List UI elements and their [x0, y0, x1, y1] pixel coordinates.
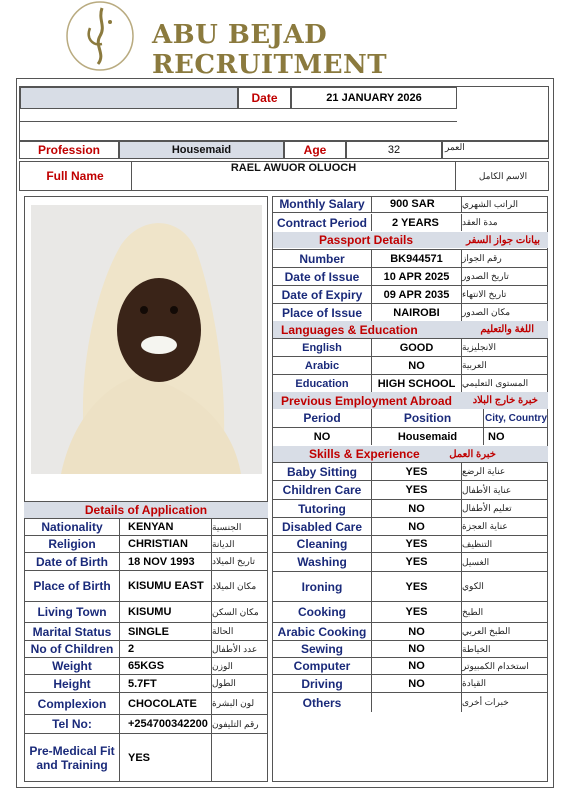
skill-label: Cooking: [273, 601, 371, 622]
arabic-ar: العربية: [461, 356, 548, 374]
detail-ar: الطول: [211, 674, 267, 692]
skill-ar: الكوي: [461, 571, 548, 601]
skill-label: Sewing: [273, 640, 371, 657]
issue-date-ar: تاريخ الصدور: [461, 267, 548, 285]
skill-label: Cleaning: [273, 535, 371, 552]
profession-label: Profession: [19, 141, 119, 159]
detail-value: 18 NOV 1993: [119, 552, 211, 570]
detail-label: Weight: [25, 657, 119, 674]
prev-employment-label: Previous Employment Abroad: [281, 393, 452, 408]
skill-ar: استخدام الكمبيوتر: [461, 657, 548, 674]
details-header: Details of Application: [24, 502, 268, 518]
detail-label: Nationality: [25, 518, 119, 535]
skills-header: [273, 446, 548, 462]
detail-label: Living Town: [25, 601, 119, 622]
detail-value: YES: [119, 733, 211, 782]
skill-ar: عناية الرضع: [461, 462, 548, 480]
detail-ar: [211, 733, 267, 782]
skill-value: [371, 692, 461, 712]
company-title: ABU BEJAD RECRUITMENT: [152, 20, 388, 80]
detail-label: Religion: [25, 535, 119, 552]
skill-value: NO: [371, 622, 461, 640]
education-value: HIGH SCHOOL: [371, 374, 461, 392]
education-ar: المستوى التعليمي: [461, 374, 548, 392]
detail-ar: الحالة: [211, 622, 267, 640]
issue-date-value: 10 APR 2025: [371, 267, 461, 285]
date-value: 21 JANUARY 2026: [291, 87, 457, 109]
skill-ar: الخياطة: [461, 640, 548, 657]
salary-label: Monthly Salary: [273, 196, 371, 213]
detail-ar: تاريخ الميلاد: [211, 552, 267, 570]
skill-label: Disabled Care: [273, 517, 371, 535]
detail-value: 65KGS: [119, 657, 211, 674]
detail-label: Marital Status: [25, 622, 119, 640]
detail-ar: لون البشرة: [211, 692, 267, 714]
skills-header-label: Skills & Experience: [309, 447, 420, 461]
contract-value: 2 YEARS: [371, 214, 461, 231]
skill-value: NO: [371, 499, 461, 517]
detail-ar: رقم التليفون: [211, 714, 267, 733]
skill-label: Washing: [273, 552, 371, 571]
expiry-label: Date of Expiry: [273, 285, 371, 303]
issue-date-label: Date of Issue: [273, 267, 371, 285]
expiry-value: 09 APR 2035: [371, 285, 461, 303]
languages-header-ar: اللغة والتعليم: [480, 324, 534, 335]
prev-col-position: Position: [371, 409, 483, 427]
age-ar: العمر: [442, 141, 549, 159]
prev-col-period: Period: [303, 411, 341, 425]
age-label: Age: [284, 141, 346, 159]
skill-ar: تعليم الأطفال: [461, 499, 548, 517]
skill-value: NO: [371, 657, 461, 674]
contract-label: Contract Period: [276, 215, 367, 230]
detail-ar: عدد الأطفال: [211, 640, 267, 657]
arabic-label: Arabic: [273, 356, 371, 374]
skill-label: Tutoring: [273, 499, 371, 517]
skill-ar: التنظيف: [461, 535, 548, 552]
skill-label: Computer: [273, 657, 371, 674]
salary-ar: الراتب الشهري: [461, 196, 548, 213]
english-value: GOOD: [371, 338, 461, 356]
detail-label: Tel No:: [25, 714, 119, 733]
languages-header-label: Languages & Education: [281, 322, 418, 337]
fullname-value: RAEL AWUOR OLUOCH: [131, 162, 456, 190]
skill-label: Children Care: [273, 480, 371, 499]
detail-ar: مكان السكن: [211, 601, 267, 622]
languages-header: [273, 321, 548, 338]
detail-value: 2: [119, 640, 211, 657]
number-label: Number: [273, 249, 371, 267]
skill-ar: الطبخ العربي: [461, 622, 548, 640]
detail-ar: الوزن: [211, 657, 267, 674]
skill-label: Baby Sitting: [273, 462, 371, 480]
detail-value: KISUMU: [119, 601, 211, 622]
skill-value: YES: [371, 462, 461, 480]
issue-place-label: Place of Issue: [273, 303, 371, 321]
skill-label: Arabic Cooking: [273, 622, 371, 640]
date-label: Date: [238, 87, 291, 109]
age-value: 32: [346, 141, 442, 159]
prev-col-country: City, Country: [483, 409, 548, 427]
skills-header-ar: خبرة العمل: [449, 448, 496, 460]
detail-label: Pre-Medical Fit and Training: [25, 733, 119, 782]
skill-value: YES: [371, 552, 461, 571]
skill-label: Driving: [273, 674, 371, 692]
passport-header: [273, 232, 548, 248]
detail-value: 5.7FT: [119, 674, 211, 692]
detail-label: Place of Birth: [25, 570, 119, 601]
skill-ar: القيادة: [461, 674, 548, 692]
skill-value: YES: [371, 601, 461, 622]
issue-place-ar: مكان الصدور: [461, 303, 548, 321]
detail-value: SINGLE: [119, 622, 211, 640]
detail-label: No of Children: [25, 640, 119, 657]
contract-ar: مدة العقد: [461, 214, 548, 231]
detail-label: Height: [25, 674, 119, 692]
number-ar: رقم الجواز: [461, 249, 548, 267]
company-logo: [62, 0, 138, 72]
prev-employment-ar: خبرة خارج البلاد: [472, 395, 538, 406]
prev-employment-header: [273, 392, 548, 409]
applicant-photo: [31, 205, 262, 474]
detail-ar: الديانة: [211, 535, 267, 552]
number-value: BK944571: [371, 249, 461, 267]
date-bg: [20, 87, 238, 109]
fullname-label: Full Name: [46, 169, 104, 183]
skill-label: Ironing: [273, 571, 371, 601]
skill-ar: عناية العجزة: [461, 517, 548, 535]
prev-position: Housemaid: [371, 427, 483, 445]
detail-value: CHRISTIAN: [119, 535, 211, 552]
salary-value: 900 SAR: [371, 196, 461, 213]
detail-value: KISUMU EAST: [119, 570, 211, 601]
detail-label: Complexion: [25, 692, 119, 714]
passport-header-label: Passport Details: [319, 233, 414, 247]
prev-period: NO: [273, 427, 371, 445]
skill-value: YES: [371, 571, 461, 601]
detail-value: +254700342200: [119, 714, 211, 733]
skill-ar: خبرات أخرى: [461, 692, 548, 712]
skill-value: YES: [371, 535, 461, 552]
detail-ar: مكان الميلاد: [211, 570, 267, 601]
detail-value: KENYAN: [119, 518, 211, 535]
profession-value: Housemaid: [119, 141, 284, 159]
skill-value: YES: [371, 480, 461, 499]
passport-header-ar: بيانات جواز السفر: [466, 234, 540, 246]
skill-label: Others: [273, 692, 371, 712]
english-ar: الانجليزية: [461, 338, 548, 356]
skill-ar: الغسيل: [461, 552, 548, 571]
detail-value: CHOCOLATE: [119, 692, 211, 714]
fullname-ar: الاسم الكامل: [478, 170, 528, 181]
skill-ar: الطبخ: [461, 601, 548, 622]
arabic-value: NO: [371, 356, 461, 374]
english-label: English: [273, 338, 371, 356]
skill-ar: عناية الأطفال: [461, 480, 548, 499]
issue-place-value: NAIROBI: [371, 303, 461, 321]
detail-label: Date of Birth: [25, 552, 119, 570]
skill-value: NO: [371, 640, 461, 657]
detail-ar: الجنسية: [211, 518, 267, 535]
skill-value: NO: [371, 674, 461, 692]
prev-country: NO: [483, 427, 548, 445]
skill-value: NO: [371, 517, 461, 535]
expiry-ar: تاريخ الانتهاء: [461, 285, 548, 303]
education-label: Education: [273, 374, 371, 392]
date-divider: [20, 121, 457, 122]
